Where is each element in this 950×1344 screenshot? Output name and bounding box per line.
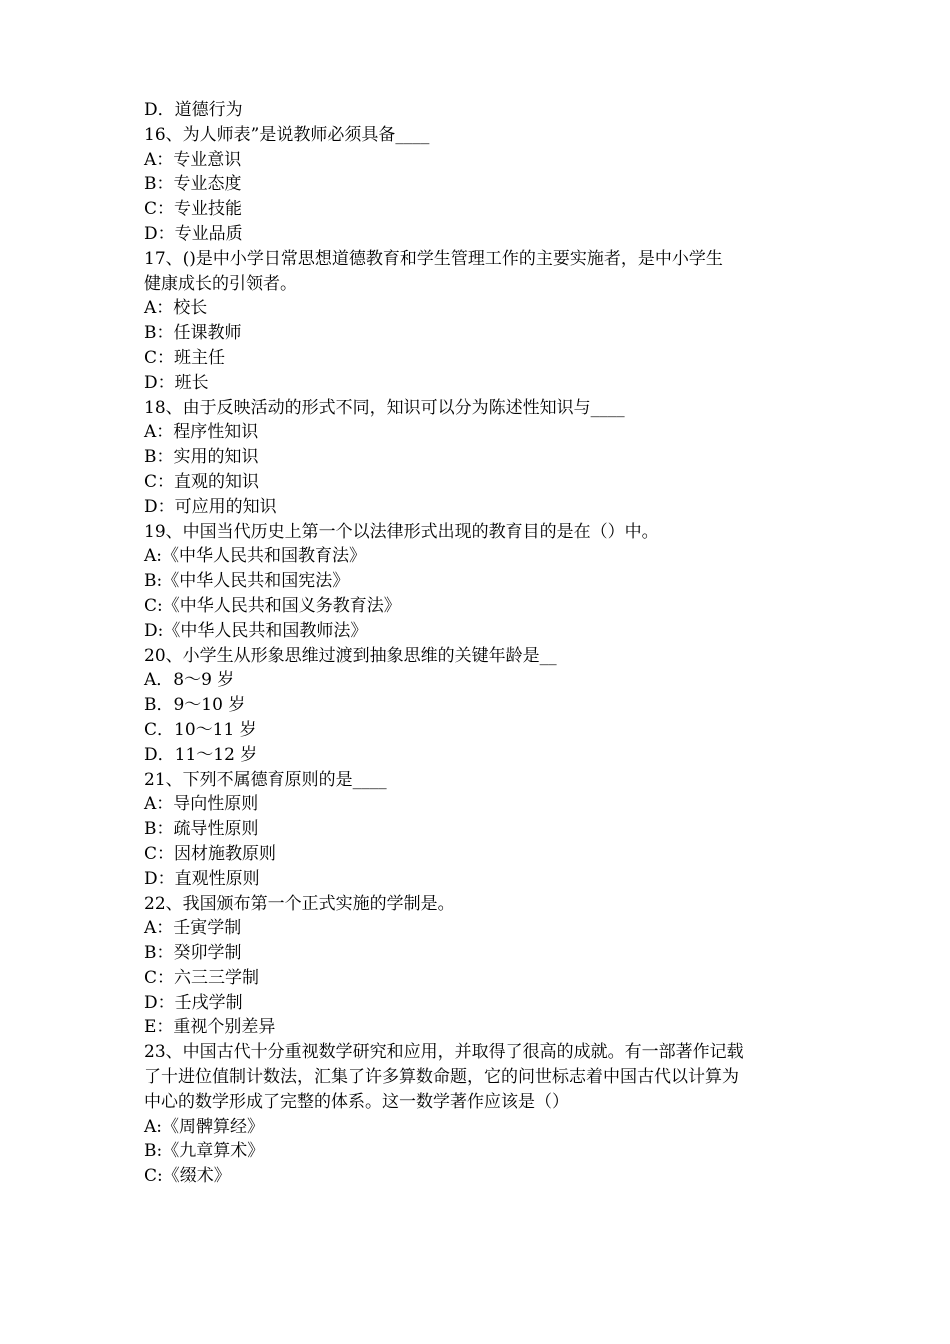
option-c-q19: C:《中华人民共和国义务教育法》 <box>144 595 401 616</box>
question-23-cont-1: 了十进位值制计数法，汇集了许多算数命题，它的问世标志着中国古代以计算为 <box>144 1067 739 1088</box>
option-a-q21: A：导向性原则 <box>144 794 259 815</box>
option-b-q20: B．9～10 岁 <box>144 695 246 716</box>
option-c-q23: C:《缀术》 <box>144 1166 231 1187</box>
option-d-q20: D．11～12 岁 <box>144 744 258 765</box>
option-c-q16: C：专业技能 <box>144 199 243 220</box>
option-c-q17: C：班主任 <box>144 347 226 368</box>
option-e-q22: E：重视个别差异 <box>144 1017 276 1038</box>
option-a-q20: A．8～9 岁 <box>144 670 235 691</box>
option-b-q21: B：疏导性原则 <box>144 819 259 840</box>
option-d-q18: D：可应用的知识 <box>144 496 277 517</box>
option-d-q22: D：壬戌学制 <box>144 992 243 1013</box>
option-c-q21: C：因材施教原则 <box>144 843 277 864</box>
option-b-q17: B：任课教师 <box>144 323 242 344</box>
option-a-q23: A:《周髀算经》 <box>144 1116 265 1137</box>
option-b-q16: B：专业态度 <box>144 174 242 195</box>
option-c-q18: C：直观的知识 <box>144 471 260 492</box>
question-20: 20、小学生从形象思维过渡到抽象思维的关键年龄是__ <box>144 645 557 666</box>
option-b-q23: B:《九章算术》 <box>144 1141 265 1162</box>
option-d-q21: D：直观性原则 <box>144 868 260 889</box>
question-17-cont: 健康成长的引领者。 <box>144 273 297 294</box>
option-d-q15: D．道德行为 <box>144 100 243 120</box>
question-22: 22、我国颁布第一个正式实施的学制是。 <box>144 893 455 914</box>
document-body <box>144 98 814 1189</box>
question-18: 18、由于反映活动的形式不同，知识可以分为陈述性知识与____ <box>144 397 625 418</box>
option-a-q16: A：专业意识 <box>144 149 242 170</box>
option-c-q20: C．10～11 岁 <box>144 719 257 740</box>
option-a-q18: A：程序性知识 <box>144 422 259 443</box>
question-17: 17、()是中小学日常思想道德教育和学生管理工作的主要实施者，是中小学生 <box>144 248 723 269</box>
question-21: 21、下列不属德育原则的是____ <box>144 769 387 790</box>
option-b-q18: B：实用的知识 <box>144 447 259 468</box>
option-d-q17: D：班长 <box>144 372 209 393</box>
option-d-q19: D:《中华人民共和国教师法》 <box>144 620 368 641</box>
option-a-q19: A:《中华人民共和国教育法》 <box>144 546 367 567</box>
question-23-cont-2: 中心的数学形成了完整的体系。这一数学著作应该是（） <box>144 1091 569 1112</box>
option-d-q16: D：专业品质 <box>144 223 243 244</box>
question-19: 19、中国当代历史上第一个以法律形式出现的教育目的是在（）中。 <box>144 521 659 542</box>
option-b-q22: B：癸卯学制 <box>144 943 242 964</box>
question-23: 23、中国古代十分重视数学研究和应用，并取得了很高的成就。有一部著作记载 <box>144 1042 744 1063</box>
option-a-q17: A：校长 <box>144 298 208 319</box>
option-a-q22: A：壬寅学制 <box>144 918 242 939</box>
option-b-q19: B:《中华人民共和国宪法》 <box>144 571 350 592</box>
question-16: 16、为人师表”是说教师必须具备____ <box>144 124 430 145</box>
option-c-q22: C：六三三学制 <box>144 967 260 988</box>
